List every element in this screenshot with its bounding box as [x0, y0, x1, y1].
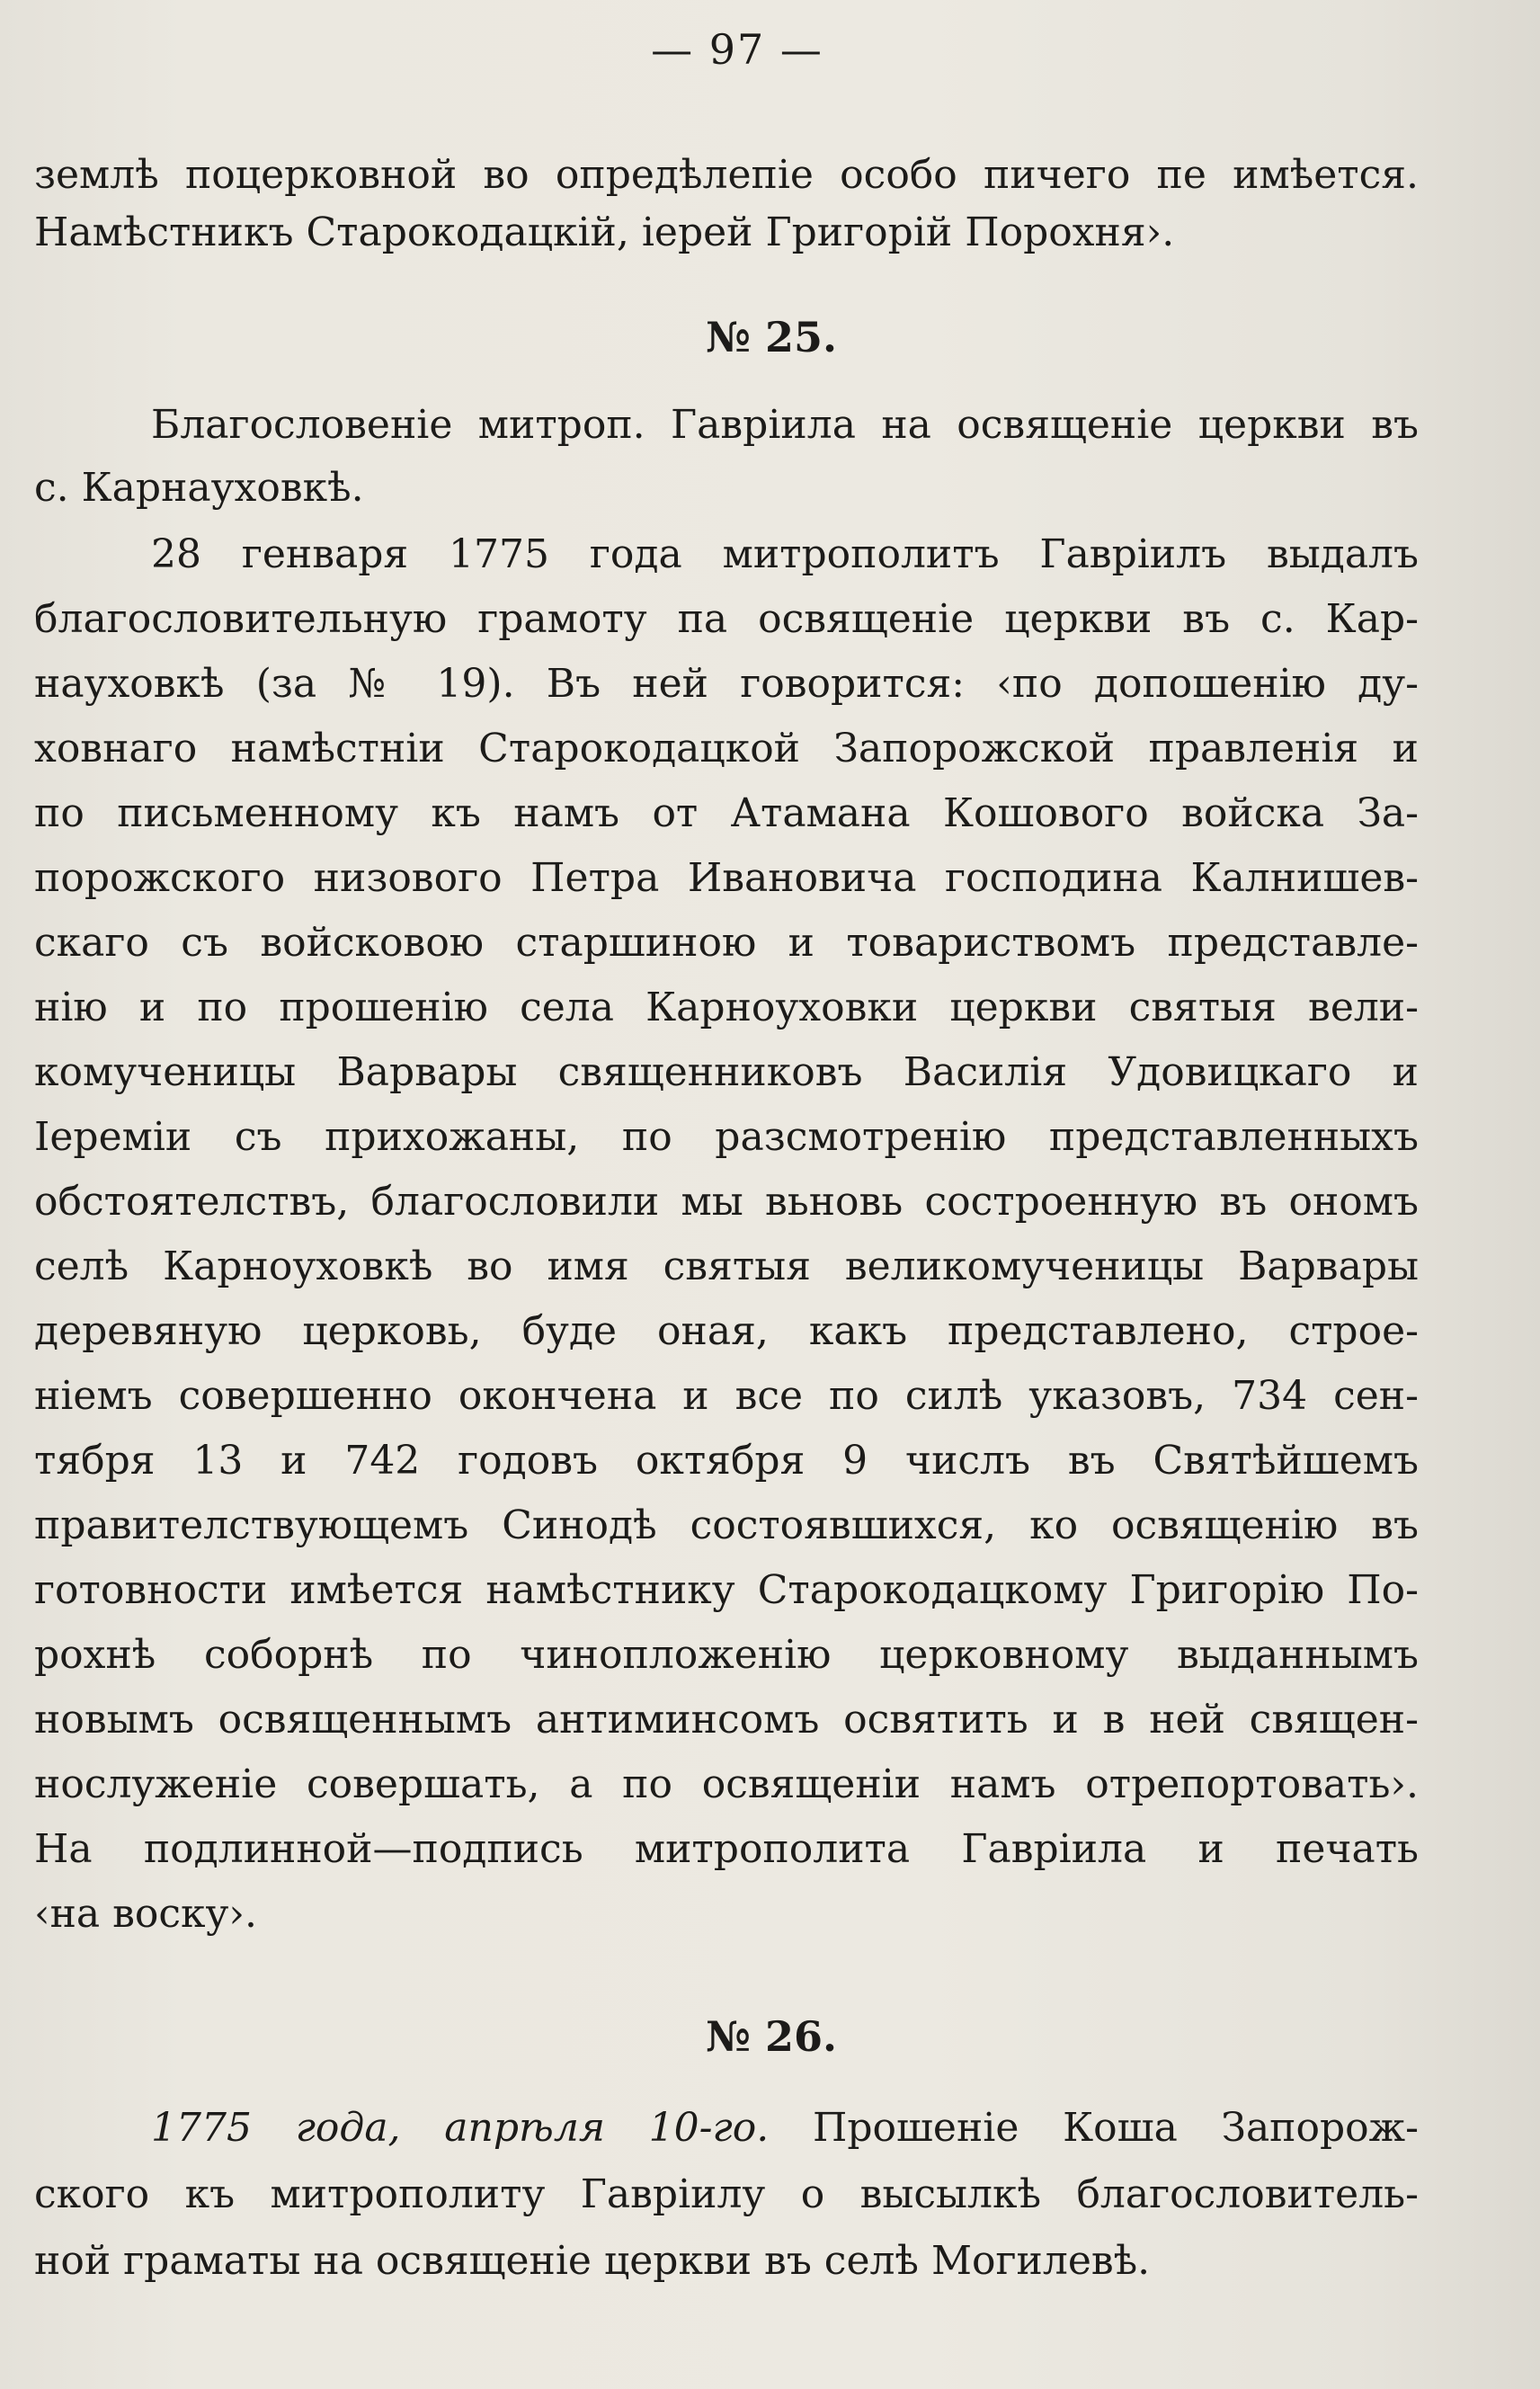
text-line: рохнѣ соборнѣ по чинопложенію церковному выданнымъ: [34, 1632, 1419, 1678]
section-title-line: Благословеніе митроп. Гавріила на освященіе церкви въ: [151, 402, 1419, 448]
text-line: науховкѣ (за № 19). Въ ней говорится: ‹по допошенію ду-: [34, 661, 1419, 707]
text-line: по письменному къ намъ от Атамана Кошового войска За-: [34, 790, 1419, 836]
text-line: нослуженіе совершать, а по освященіи намъ отрепортовать›.: [34, 1761, 1419, 1807]
date-italic: 1775 года, апрѣля 10-го.: [151, 2105, 770, 2151]
text-line: тября 13 и 742 годовъ октября 9 числъ въ Святѣйшемъ: [34, 1438, 1419, 1484]
text-line: ского къ митрополиту Гавріилу о высылкѣ благословитель-: [34, 2171, 1419, 2217]
text-line: новымъ освященнымъ антиминсомъ освятить и в ней священ-: [34, 1697, 1419, 1743]
text-line: благословительную грамоту па освященіе церкви въ с. Кар-: [34, 596, 1419, 642]
text-line: Намѣстникъ Старокодацкій, іерей Григорій Порохня›.: [34, 209, 1175, 255]
text-line: скаго съ войсковою старшиною и товариствомъ представле-: [34, 920, 1419, 966]
text-line: ніемъ совершенно окончена и все по силѣ указовъ, 734 сен-: [34, 1373, 1419, 1419]
intro-rest: Прошеніе Коша Запорож-: [813, 2105, 1420, 2151]
section-intro-line: [151, 2095, 1419, 2162]
section-title-line: с. Карнауховкѣ.: [34, 465, 364, 511]
page-number: — 97 —: [651, 25, 823, 74]
text-line: 28 генваря 1775 года митрополитъ Гавріилъ выдалъ: [151, 531, 1419, 577]
section-heading: № 25.: [705, 313, 838, 361]
text-line: На подлинной—подпись митрополита Гавріила и печать: [34, 1826, 1419, 1872]
text-line: порожского низового Петра Ивановича господина Калнишев-: [34, 855, 1419, 901]
text-line: землѣ поцерковной во опредѣлепіе особо пичего пе имѣется.: [34, 152, 1419, 198]
text-line: обстоятелствъ, благословили мы вьновь состроенную въ ономъ: [34, 1179, 1419, 1225]
text-line: готовности имѣется намѣстнику Старокодацкому Григорію По-: [34, 1567, 1419, 1613]
text-line: нію и по прошенію села Карноуховки церкви святыя вели-: [34, 985, 1419, 1030]
text-line: ‹на воску›.: [34, 1891, 258, 1937]
text-line: селѣ Карноуховкѣ во имя святыя великомученицы Варвары: [34, 1244, 1419, 1289]
text-line: ховнаго намѣстніи Старокодацкой Запорожской правленія и: [34, 726, 1419, 771]
text-line: ной граматы на освященіе церкви въ селѣ Могилевѣ.: [34, 2238, 1151, 2284]
text-line: Іереміи съ прихожаны, по разсмотренію представленныхъ: [34, 1114, 1419, 1160]
text-line: комученицы Варвары священниковъ Василія Удовицкаго и: [34, 1049, 1419, 1095]
section-heading: № 26.: [705, 2012, 838, 2061]
text-line: правителствующемъ Синодѣ состоявшихся, ко освященію въ: [34, 1502, 1419, 1548]
text-line: деревяную церковь, буде оная, какъ представлено, строе-: [34, 1308, 1419, 1354]
